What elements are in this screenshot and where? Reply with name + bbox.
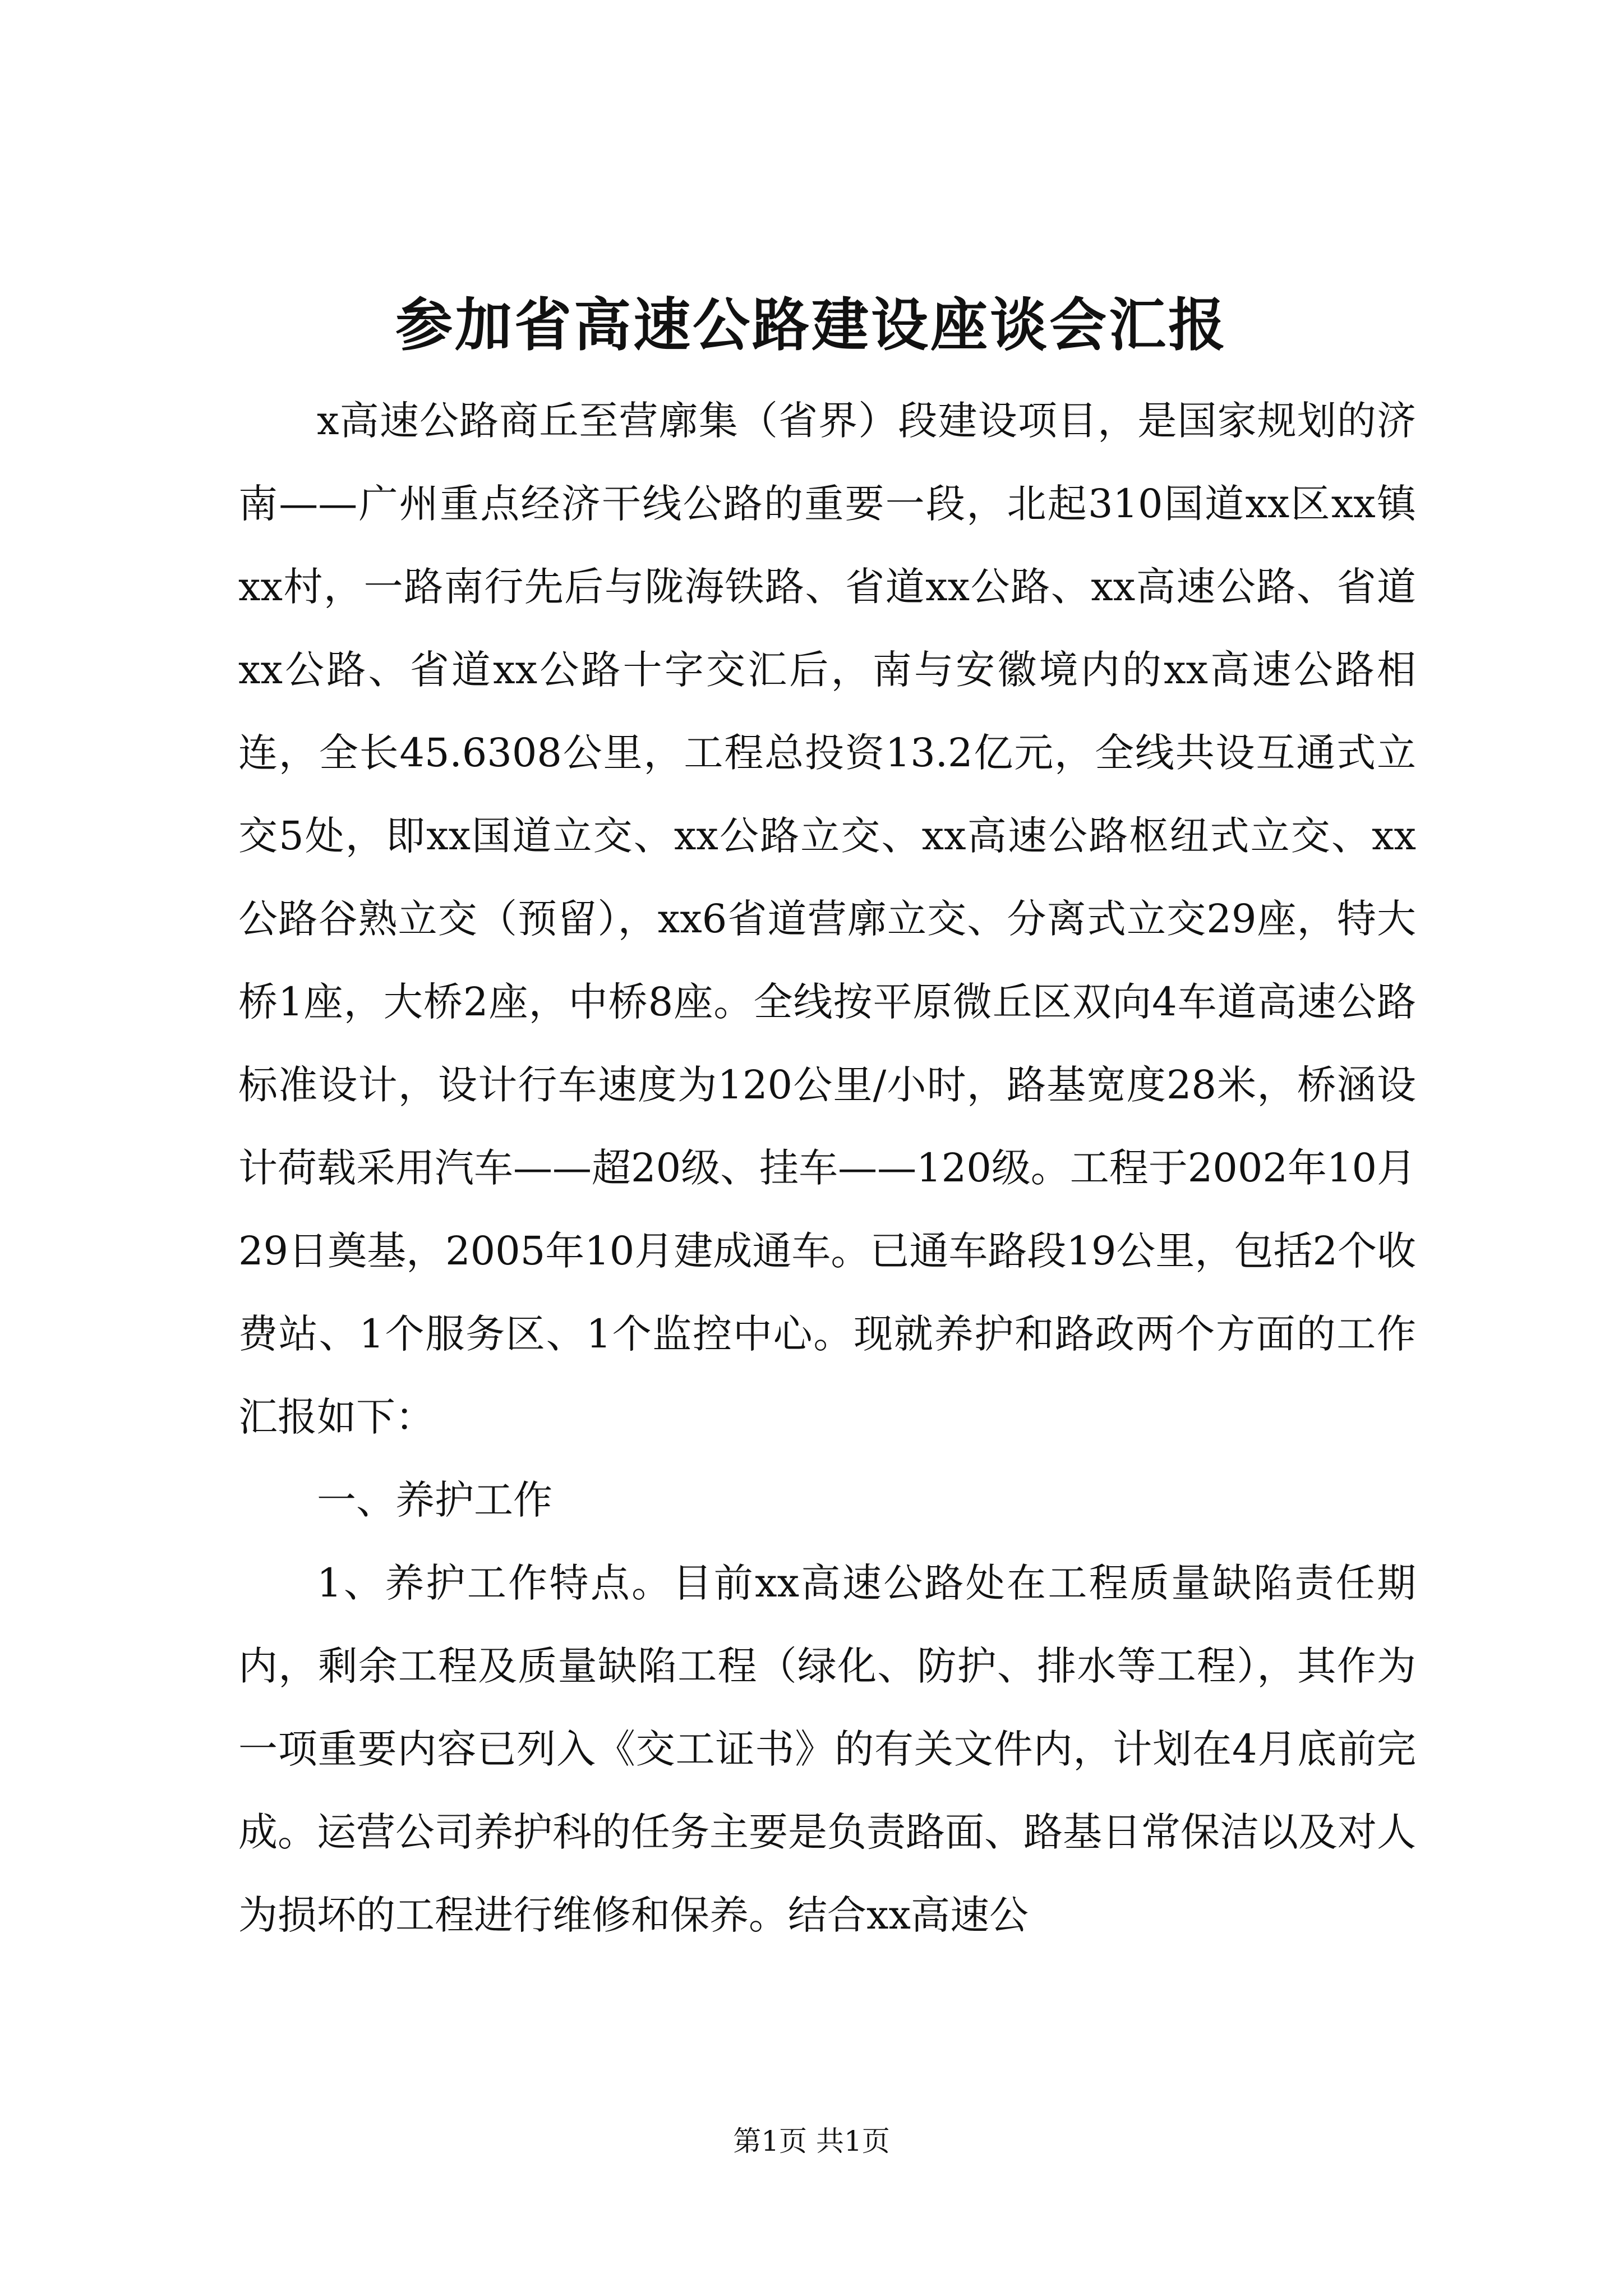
page-footer: 第1页 共1页 [733,2125,890,2157]
section-heading-maintenance: 一、养护工作 [317,1477,552,1523]
paragraph-intro: x高速公路商丘至营廓集（省界）段建设项目，是国家规划的济南——广州重点经济干线公路的重要一段，北起310国道xx区xx镇xx村，一路南行先后与陇海铁路、省道xx公路、xx高速公路、省道xx公路、省道xx公路十字交汇后，南与安徽境内的xx高速公路相连，全长45.6308公里，工程总投资13.2亿元，全线共设互通式立交5处，即xx国道立交、xx公路立交、xx高速公路枢纽式立交、xx公路谷熟立交（预留），xx6省道营廓立交、分离式立交29座，特大桥1座，大桥2座，中桥8座。全线按平原微丘区双向4车道高速公路标准设计，设计行车速度为120公里/小时，路基宽度28米，桥涵设计荷载采用汽车——超20级、挂车——120级。工程于2002年10月29日奠基，2005年10月建成通车。已通车路段19公里，包括2个收费站、1个服务区、1个监控中心。现就养护和路政两个方面的工作汇报如下： [238,398,1416,1440]
paragraph-maintenance-features: 1、养护工作特点。目前xx高速公路处在工程质量缺陷责任期内，剩余工程及质量缺陷工程（绿化、防护、排水等工程），其作为一项重要内容已列入《交工证书》的有关文件内，计划在4月底前完成。运营公司养护科的任务主要是负责路面、路基日常保洁以及对人为损坏的工程进行维修和保养。结合xx高速公 [238,1560,1416,1938]
document-body [238,379,1416,1957]
document-title: 参加省高速公路建设座谈会汇报 [395,292,1228,359]
